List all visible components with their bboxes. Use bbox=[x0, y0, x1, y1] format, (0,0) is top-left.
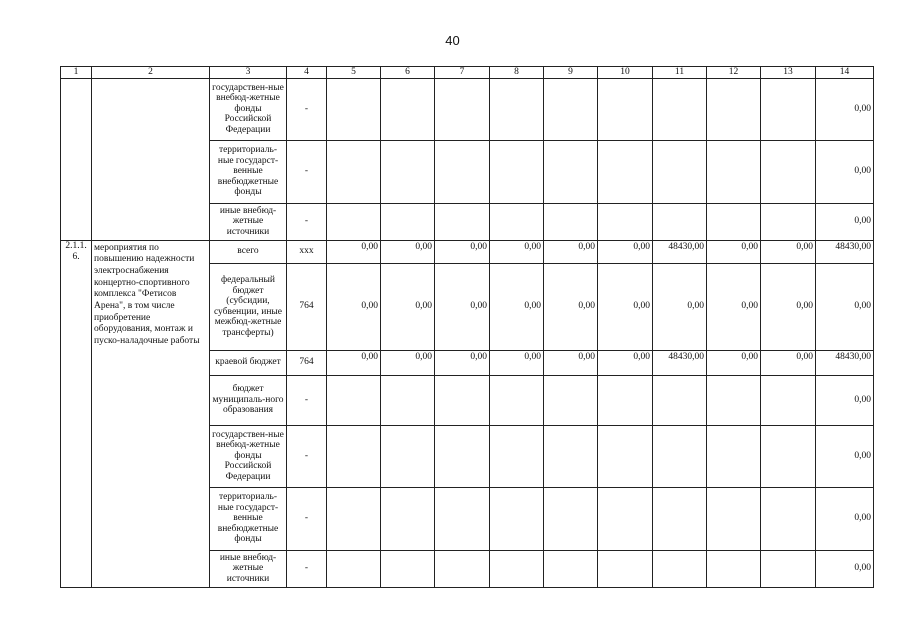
empty-cell bbox=[92, 78, 210, 240]
amount-cell: 48430,00 bbox=[816, 350, 874, 375]
column-number: 2 bbox=[92, 67, 210, 79]
code-cell: - bbox=[287, 140, 327, 203]
amount-cell: 0,00 bbox=[544, 240, 598, 263]
code-cell: - bbox=[287, 550, 327, 587]
funding-source-cell: иные внебюд-жетные источники bbox=[210, 203, 287, 240]
amount-cell: 0,00 bbox=[816, 550, 874, 587]
column-number: 14 bbox=[816, 67, 874, 79]
amount-cell: 0,00 bbox=[598, 263, 653, 350]
funding-source-cell: государствен-ные внебюд-жетные фонды Российской Федерации bbox=[210, 425, 287, 487]
budget-table bbox=[60, 66, 874, 588]
column-number: 12 bbox=[707, 67, 761, 79]
empty-cell bbox=[61, 78, 92, 240]
column-number: 9 bbox=[544, 67, 598, 79]
amount-cell: 0,00 bbox=[653, 263, 707, 350]
funding-source-cell: федеральный бюджет (субсидии, субвенции, иные межбюд-жетные трансферты) bbox=[210, 263, 287, 350]
amount-cell: 0,00 bbox=[816, 487, 874, 550]
item-name-cell: мероприятия по повышению надежности электроснабжения концертно-спортивного комплекса "Фетисов Арена", в том числе приобретение оборудования, монтаж и пуско-наладочные работы bbox=[92, 240, 210, 587]
funding-source-cell: государствен-ные внебюд-жетные фонды Российской Федерации bbox=[210, 78, 287, 140]
amount-cell: 48430,00 bbox=[653, 350, 707, 375]
code-cell: - bbox=[287, 203, 327, 240]
amount-cell: 0,00 bbox=[816, 425, 874, 487]
amount-cell: 0,00 bbox=[435, 350, 490, 375]
column-number: 1 bbox=[61, 67, 92, 79]
amount-cell: 0,00 bbox=[490, 240, 544, 263]
amount-cell: 0,00 bbox=[761, 350, 816, 375]
amount-cell: 0,00 bbox=[327, 240, 381, 263]
code-cell: - bbox=[287, 487, 327, 550]
amount-cell: 0,00 bbox=[707, 350, 761, 375]
page-number: 40 bbox=[445, 33, 460, 48]
amount-cell: 48430,00 bbox=[816, 240, 874, 263]
column-number: 4 bbox=[287, 67, 327, 79]
column-number: 11 bbox=[653, 67, 707, 79]
column-number: 8 bbox=[490, 67, 544, 79]
funding-source-cell: всего bbox=[210, 240, 287, 263]
amount-cell: 0,00 bbox=[598, 240, 653, 263]
amount-cell: 0,00 bbox=[544, 263, 598, 350]
funding-source-cell: бюджет муниципаль-ного образования bbox=[210, 375, 287, 425]
column-number: 5 bbox=[327, 67, 381, 79]
amount-cell: 0,00 bbox=[435, 263, 490, 350]
code-cell: 764 bbox=[287, 350, 327, 375]
amount-cell: 0,00 bbox=[816, 203, 874, 240]
funding-source-cell: территориаль-ные государст-венные внебюджетные фонды bbox=[210, 140, 287, 203]
amount-cell: 0,00 bbox=[707, 263, 761, 350]
amount-cell: 0,00 bbox=[490, 350, 544, 375]
amount-cell: 0,00 bbox=[381, 240, 435, 263]
code-cell: - bbox=[287, 375, 327, 425]
amount-cell: 0,00 bbox=[381, 350, 435, 375]
item-number-cell: 2.1.1. 6. bbox=[61, 240, 92, 587]
column-number: 6 bbox=[381, 67, 435, 79]
column-number: 13 bbox=[761, 67, 816, 79]
code-cell: xxx bbox=[287, 240, 327, 263]
amount-cell: 0,00 bbox=[761, 240, 816, 263]
amount-cell: 0,00 bbox=[327, 263, 381, 350]
amount-cell: 0,00 bbox=[598, 350, 653, 375]
amount-cell: 0,00 bbox=[327, 350, 381, 375]
code-cell: - bbox=[287, 425, 327, 487]
funding-source-cell: краевой бюджет bbox=[210, 350, 287, 375]
amount-cell: 0,00 bbox=[816, 140, 874, 203]
amount-cell: 0,00 bbox=[816, 78, 874, 140]
code-cell: - bbox=[287, 78, 327, 140]
amount-cell: 0,00 bbox=[490, 263, 544, 350]
amount-cell: 48430,00 bbox=[653, 240, 707, 263]
column-number: 3 bbox=[210, 67, 287, 79]
amount-cell: 0,00 bbox=[707, 240, 761, 263]
funding-source-cell: иные внебюд-жетные источники bbox=[210, 550, 287, 587]
amount-cell: 0,00 bbox=[381, 263, 435, 350]
column-number: 10 bbox=[598, 67, 653, 79]
amount-cell: 0,00 bbox=[544, 350, 598, 375]
amount-cell: 0,00 bbox=[761, 263, 816, 350]
code-cell: 764 bbox=[287, 263, 327, 350]
amount-cell: 0,00 bbox=[816, 263, 874, 350]
column-number-row bbox=[61, 67, 874, 79]
amount-cell: 0,00 bbox=[816, 375, 874, 425]
column-number: 7 bbox=[435, 67, 490, 79]
amount-cell: 0,00 bbox=[435, 240, 490, 263]
table-row bbox=[61, 240, 874, 263]
funding-source-cell: территориаль-ные государст-венные внебюджетные фонды bbox=[210, 487, 287, 550]
table-row bbox=[61, 78, 874, 140]
